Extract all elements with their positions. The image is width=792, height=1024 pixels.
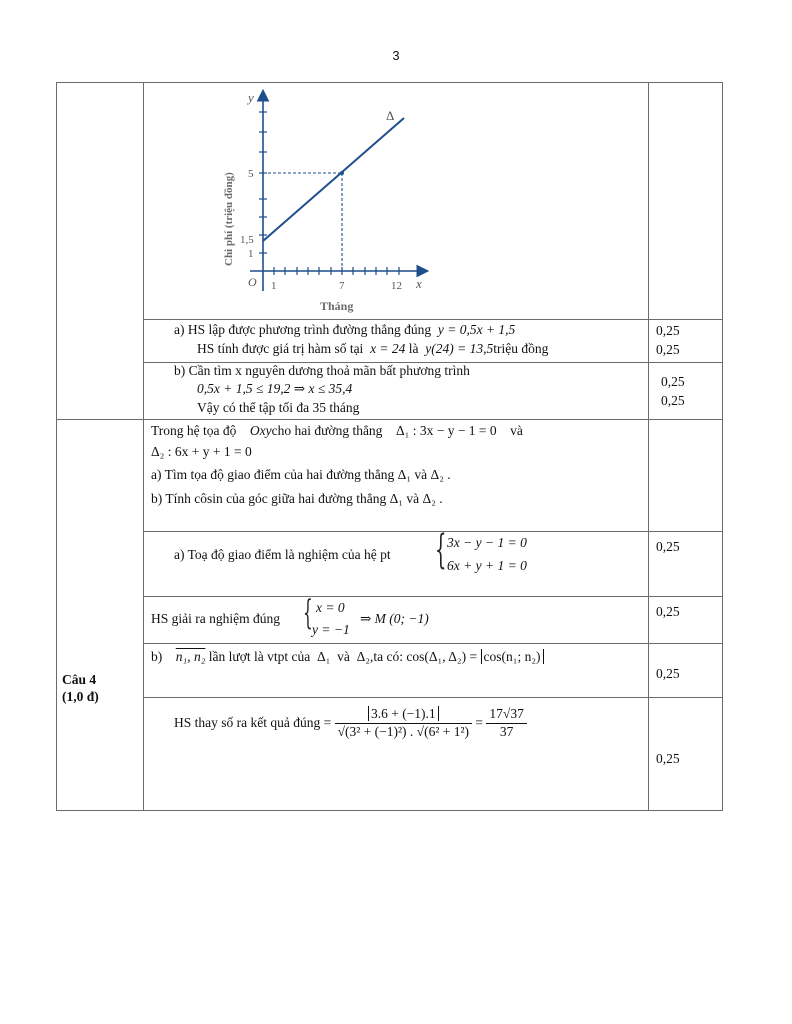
sol-a2-eq1: x = 0 bbox=[316, 600, 345, 615]
y-tick-1: 1 bbox=[248, 248, 254, 260]
sol-a2-result: ⇒ M (0; −1) bbox=[360, 611, 429, 626]
sol-a2-score: 0,25 bbox=[656, 604, 680, 619]
sol-a2-text: HS giải ra nghiệm đúng bbox=[151, 611, 280, 626]
y-tick-1-5: 1,5 bbox=[240, 234, 254, 246]
row-a-score-2: 0,25 bbox=[656, 342, 680, 357]
x-tick-12: 12 bbox=[391, 280, 402, 292]
sol-a-eq2: 6x + y + 1 = 0 bbox=[447, 558, 527, 573]
row-b-line3: Vậy có thể tập tối đa 35 tháng bbox=[197, 400, 360, 415]
row-a-line2: HS tính được giá trị hàm số tại x = 24 là y(24) = 13,5triệu đồng bbox=[197, 341, 549, 356]
sol-b-line: b) n₁, n₂ lần lượt là vtpt của Δ₁ và Δ₂,ta có: cos(Δ₁, Δ₂) = cos(n₁; n₂) bbox=[151, 649, 544, 666]
row-b-line1: b) Cần tìm x nguyên dương thoả mãn bất phương trình bbox=[174, 363, 470, 378]
sol-a-brace: { bbox=[435, 527, 447, 573]
row-a-line1: a) HS lập được phương trình đường thẳng đúng y = 0,5x + 1,5 bbox=[174, 322, 516, 337]
sol-b2-line: HS thay số ra kết quả đúng = $\frac{3.6 + (-1).1}{\text{√(3² + (−1)²) . √(6² + 1²)}}$ = $\frac{17√37}{37}$ bbox=[174, 706, 527, 741]
sol-b-score: 0,25 bbox=[656, 666, 680, 681]
sol-b2-result: $\frac{17√37}{37}$ bbox=[486, 706, 526, 741]
question-part-b: b) Tính côsin của góc giữa hai đường thẳng Δ₁ và Δ₂ . bbox=[151, 491, 443, 506]
question-points: (1,0 đ) bbox=[62, 689, 99, 704]
x-axis-title: Tháng bbox=[320, 299, 354, 313]
cost-graph bbox=[210, 86, 440, 318]
page-number: 3 bbox=[392, 48, 400, 63]
x-tick-7: 7 bbox=[339, 280, 345, 292]
row-b-line2: 0,5x + 1,5 ≤ 19,2 ⇒ x ≤ 35,4 bbox=[197, 381, 353, 396]
row-b-score-2: 0,25 bbox=[661, 393, 685, 408]
sol-a-text: a) Toạ độ giao điểm là nghiệm của hệ pt bbox=[174, 547, 391, 562]
question-label: Câu 4 bbox=[62, 672, 97, 687]
question-intro-1: Trong hệ tọa độ Oxycho hai đường thẳng Δ₁ : 3x − y − 1 = 0 và bbox=[151, 423, 523, 438]
sol-a-eq1: 3x − y − 1 = 0 bbox=[447, 535, 527, 550]
x-tick-1: 1 bbox=[271, 280, 277, 292]
sol-b2-fraction: $\frac{3.6 + (-1).1}{\text{√(3² + (−1)²) . √(6² + 1²)}}$ bbox=[335, 706, 472, 741]
y-tick-5: 5 bbox=[248, 168, 254, 180]
sol-b2-score: 0,25 bbox=[656, 751, 680, 766]
sol-a2-brace: { bbox=[303, 593, 313, 633]
sol-a2-eq2: y = −1 bbox=[312, 622, 350, 637]
row-b-score-1: 0,25 bbox=[661, 374, 685, 389]
line-label: Δ bbox=[386, 108, 395, 123]
origin-label: O bbox=[248, 275, 257, 289]
question-intro-2: Δ₂ : 6x + y + 1 = 0 bbox=[151, 444, 252, 459]
delta-line bbox=[263, 118, 404, 241]
y-axis-label: y bbox=[248, 90, 254, 105]
question-part-a: a) Tìm tọa độ giao điểm của hai đường thẳng Δ₁ và Δ₂ . bbox=[151, 467, 451, 482]
x-axis-label: x bbox=[416, 276, 422, 291]
y-axis-title: Chi phí (triệu đồng) bbox=[223, 172, 235, 266]
row-a-score-1: 0,25 bbox=[656, 323, 680, 338]
sol-a-score: 0,25 bbox=[656, 539, 680, 554]
point-7-5 bbox=[340, 171, 344, 175]
